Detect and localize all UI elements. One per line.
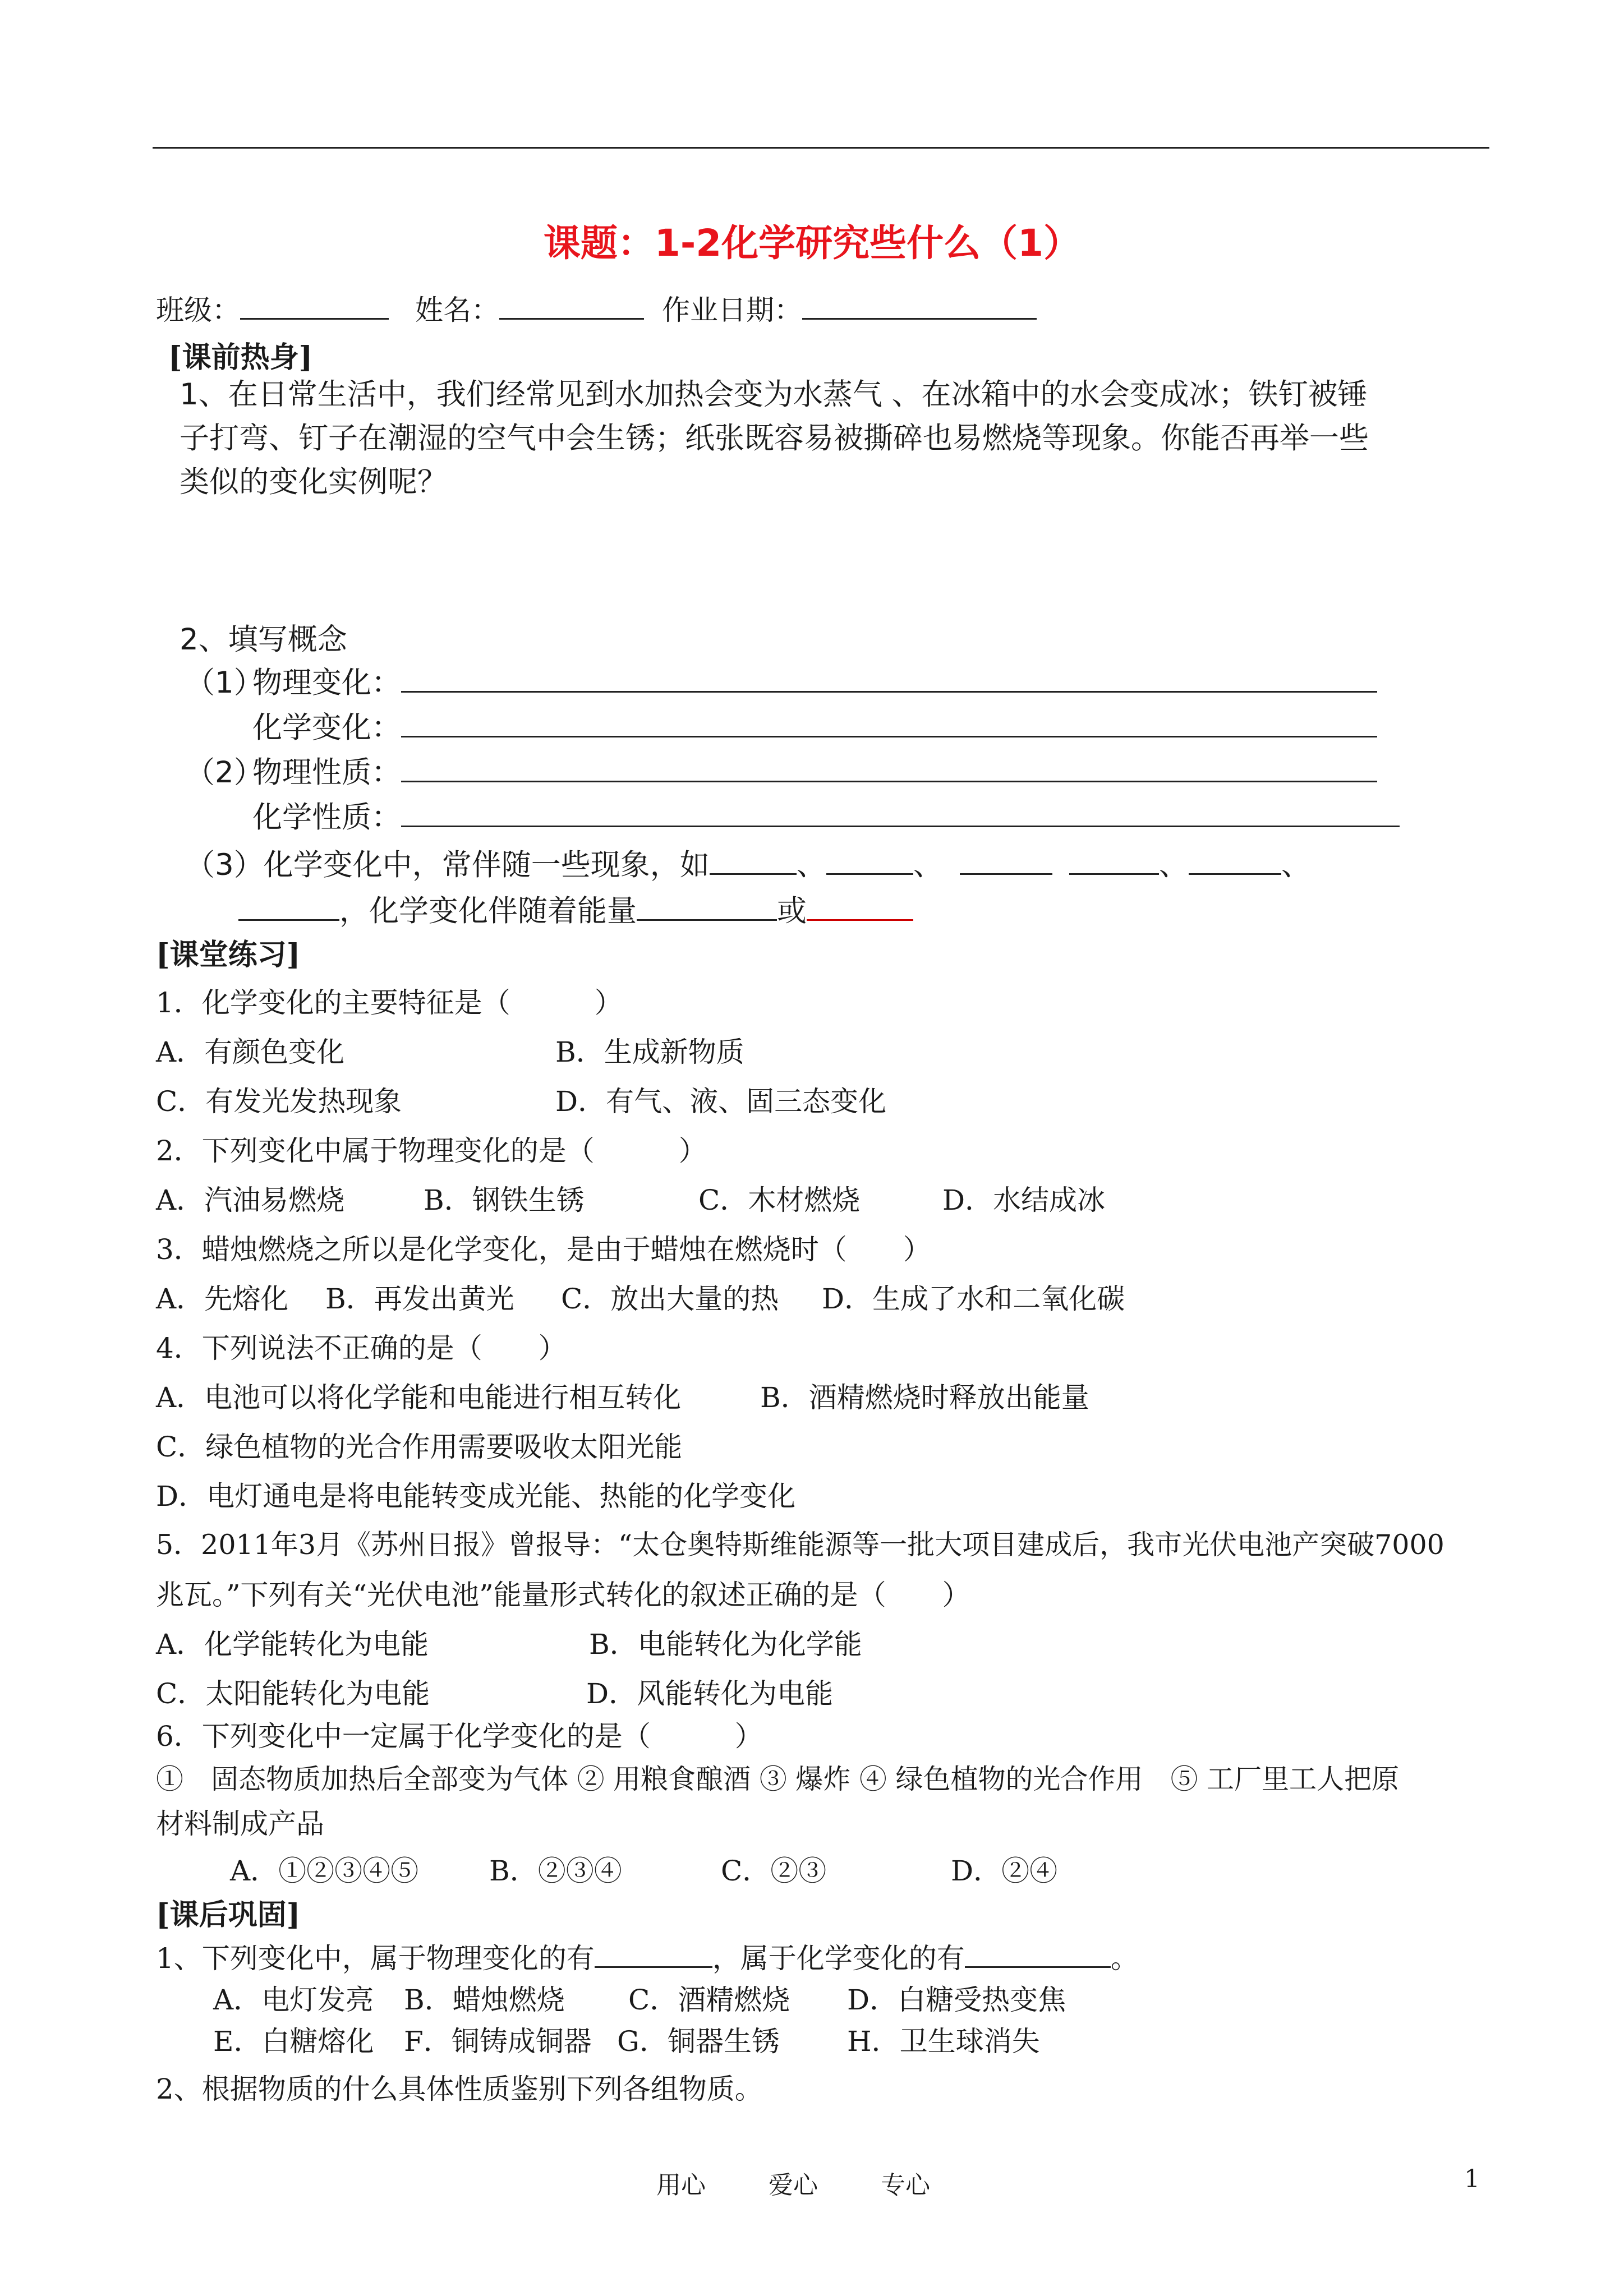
practice-q1-option-b: B．生成新物质 xyxy=(555,1036,744,1068)
phenomenon-blank[interactable] xyxy=(1069,844,1159,875)
practice-q4-option-d: D．电灯通电是将电能转变成光能、热能的化学变化 xyxy=(156,1480,796,1513)
concept-blank[interactable] xyxy=(401,662,1377,693)
post-q1-option-a: A．电灯发亮 xyxy=(213,1984,374,2016)
header-rule xyxy=(153,147,1489,149)
post-q1-option-f: F．铜铸成铜器 xyxy=(404,2025,592,2058)
class-field: 班级： xyxy=(156,289,389,329)
practice-q6-items-1: ① 固态物质加热后全部变为气体 ② 用粮食酿酒 ③ 爆炸 ④ 绿色植物的光合作用 ⑤ 工厂里工人把原 xyxy=(156,1763,1400,1795)
practice-q5-option-c: C．太阳能转化为电能 xyxy=(156,1677,430,1710)
practice-q4-stem: 4．下列说法不正确的是（ ） xyxy=(156,1332,567,1364)
pre-q2-title: 2、填写概念 xyxy=(180,623,347,657)
phenomenon-blank[interactable] xyxy=(826,844,913,875)
practice-q3-stem: 3．蜡烛燃烧之所以是化学变化，是由于蜡烛在燃烧时（ ） xyxy=(156,1233,931,1266)
practice-q4-option-c: C．绿色植物的光合作用需要吸收太阳光能 xyxy=(156,1431,683,1463)
practice-q2-stem: 2．下列变化中属于物理变化的是（ ） xyxy=(156,1135,707,1167)
energy-blank-1[interactable] xyxy=(637,890,777,921)
section-post-class: [课后巩固] xyxy=(156,1898,301,1932)
physical-change-blank[interactable] xyxy=(595,1937,712,1968)
practice-q3-option-d: D．生成了水和二氧化碳 xyxy=(822,1283,1125,1315)
practice-q3-option-c: C．放出大量的热 xyxy=(561,1283,779,1315)
concept-chemical-property: 化学性质： xyxy=(185,794,1400,836)
date-field: 作业日期： xyxy=(662,289,1037,329)
practice-q3-option-a: A．先熔化 xyxy=(156,1283,289,1315)
post-q1-option-e: E．白糖熔化 xyxy=(213,2025,374,2058)
practice-q5-stem-2: 兆瓦。”下列有关“光伏电池”能量形式转化的叙述正确的是（ ） xyxy=(156,1579,970,1611)
practice-q5-option-d: D．风能转化为电能 xyxy=(586,1677,834,1710)
page-number: 1 xyxy=(1464,2165,1480,2193)
post-q1-option-g: G．铜器生锈 xyxy=(617,2025,780,2058)
chemical-change-blank[interactable] xyxy=(965,1937,1111,1968)
post-q1-option-d: D．白糖受热变焦 xyxy=(847,1984,1066,2016)
practice-q6-option-b: B．②③④ xyxy=(489,1855,622,1887)
practice-q4-option-a: A．电池可以将化学能和电能进行相互转化 xyxy=(156,1381,682,1414)
phenomenon-blank[interactable] xyxy=(1189,844,1281,875)
post-q2: 2、根据物质的什么具体性质鉴别下列各组物质。 xyxy=(156,2073,763,2105)
pre-q1: 1、在日常生活中，我们经常见到水加热会变为水蒸气 、在冰箱中的水会变成冰；铁钉被锤 子打弯、钉子在潮湿的空气中会生锈；纸张既容易被撕碎也易燃烧等现象。你能否再举一些 类似的变化实例呢？ xyxy=(180,377,1369,499)
practice-q6-option-a: A．①②③④⑤ xyxy=(230,1855,419,1887)
post-q1: 1、下列变化中，属于物理变化的有 ，属于化学变化的有 。 xyxy=(156,1936,1139,1976)
phenomenon-blank[interactable] xyxy=(960,844,1052,875)
practice-q6-option-d: D．②④ xyxy=(951,1855,1058,1887)
section-pre-class: [课前热身] xyxy=(168,340,313,375)
practice-q5-option-a: A．化学能转化为电能 xyxy=(156,1628,429,1661)
practice-q2-option-c: C．木材燃烧 xyxy=(698,1184,861,1216)
practice-q6-option-c: C．②③ xyxy=(721,1855,827,1887)
practice-q2-option-d: D．水结成冰 xyxy=(942,1184,1106,1216)
concept-blank[interactable] xyxy=(401,751,1377,782)
practice-q1-option-d: D．有气、液、固三态变化 xyxy=(555,1085,887,1118)
pre-q3-line2: ，化学变化伴随着能量 或 xyxy=(238,887,913,930)
footer-motto-2: 爱心 xyxy=(769,2171,818,2200)
page-title: 课题：1-2化学研究些什么（1） xyxy=(543,222,1081,265)
concept-chemical-change: 化学变化： xyxy=(185,704,1377,746)
date-blank[interactable] xyxy=(802,289,1037,320)
practice-q1-option-c: C．有发光发热现象 xyxy=(156,1085,402,1118)
practice-q1-stem: 1．化学变化的主要特征是（ ） xyxy=(156,986,623,1019)
footer-motto-3: 专心 xyxy=(881,2171,930,2200)
practice-q5-stem-1: 5．2011年3月《苏州日报》曾报导：“太仓奥特斯维能源等一批大项目建成后，我市光伏电池产突破7000 xyxy=(156,1529,1444,1561)
practice-q1-option-a: A．有颜色变化 xyxy=(156,1036,345,1068)
post-q1-option-b: B．蜡烛燃烧 xyxy=(404,1984,565,2016)
class-blank[interactable] xyxy=(240,289,389,320)
post-q1-option-h: H．卫生球消失 xyxy=(847,2025,1040,2058)
concept-blank[interactable] xyxy=(401,707,1377,737)
practice-q5-option-b: B．电能转化为化学能 xyxy=(589,1628,862,1661)
energy-blank-2[interactable] xyxy=(807,890,913,921)
practice-q2-option-a: A．汽油易燃烧 xyxy=(156,1184,345,1216)
phenomenon-blank[interactable] xyxy=(238,890,339,921)
name-field: 姓名： xyxy=(415,289,644,329)
practice-q3-option-b: B．再发出黄光 xyxy=(325,1283,514,1315)
concept-physical-property: （2）物理性质： xyxy=(185,749,1377,791)
name-blank[interactable] xyxy=(499,289,644,320)
phenomenon-blank[interactable] xyxy=(710,844,797,875)
footer-motto-1: 用心 xyxy=(656,2171,706,2200)
concept-blank[interactable] xyxy=(401,796,1400,827)
section-practice: [课堂练习] xyxy=(156,938,301,972)
pre-q3-line1: （3）化学变化中，常伴随一些现象，如 、 、 、 、 xyxy=(185,841,1311,884)
practice-q6-items-2: 材料制成产品 xyxy=(156,1808,324,1840)
practice-q4-option-b: B．酒精燃烧时释放出能量 xyxy=(760,1381,1089,1414)
practice-q6-stem: 6．下列变化中一定属于化学变化的是（ ） xyxy=(156,1720,763,1753)
concept-physical-change: （1）物理变化： xyxy=(185,659,1377,702)
post-q1-option-c: C．酒精燃烧 xyxy=(628,1984,790,2016)
practice-q2-option-b: B．钢铁生锈 xyxy=(424,1184,585,1216)
